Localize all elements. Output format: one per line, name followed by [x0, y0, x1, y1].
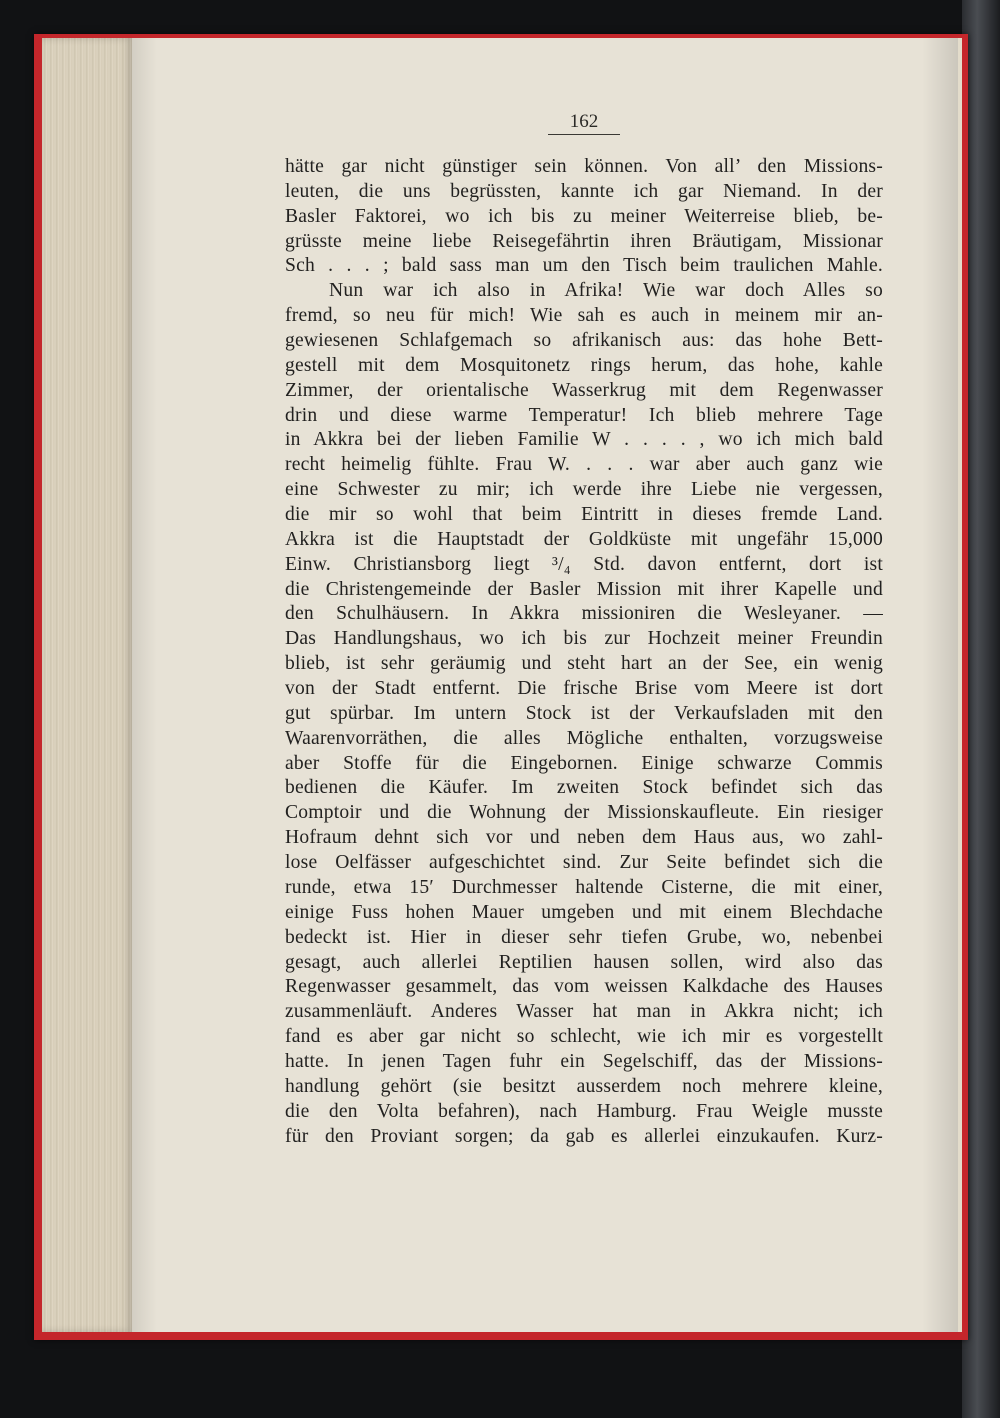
text-line: hätte gar nicht günstiger sein können. Von all’ den Missions-	[285, 156, 883, 177]
text-line: Regenwasser gesammelt, das vom weissen Kalkdache des Hauses	[285, 976, 883, 998]
text-line: gestell mit dem Mosquitonetz rings herum, das hohe, kahle	[285, 354, 883, 376]
text-line: leuten, die uns begrüssten, kannte ich gar Niemand. In der	[285, 180, 883, 202]
text-line: Einw. Christiansborg liegt ³/₄ Std. davon entfernt, dort ist	[285, 553, 883, 575]
text-line: Comptoir und die Wohnung der Missionskaufleute. Ein riesiger	[285, 802, 883, 824]
text-line: zusammenläuft. Anderes Wasser hat man in Akkra nicht; ich	[285, 1001, 883, 1023]
text-line: Sch . . . ; bald sass man um den Tisch beim traulichen Mahle.	[285, 255, 883, 277]
text-line: in Akkra bei der lieben Familie W . . . . , wo ich mich bald	[285, 429, 883, 451]
text-line: Zimmer, der orientalische Wasserkrug mit dem Regenwasser	[285, 379, 883, 401]
text-line: drin und diese warme Temperatur! Ich blieb mehrere Tage	[285, 404, 883, 426]
text-line: hatte. In jenen Tagen fuhr ein Segelschiff, das der Missions-	[285, 1050, 883, 1072]
text-line: recht heimelig fühlte. Frau W. . . . war aber auch ganz wie	[285, 454, 883, 476]
text-line: grüsste meine liebe Reisegefährtin ihren Bräutigam, Missionar	[285, 230, 883, 252]
text-line: Akkra ist die Hauptstadt der Goldküste mit ungefähr 15,000	[285, 528, 883, 550]
text-line: Hofraum dehnt sich vor und neben dem Haus aus, wo zahl-	[285, 827, 883, 849]
text-line: für den Proviant sorgen; da gab es allerlei einzukaufen. Kurz-	[285, 1125, 883, 1147]
text-line: die Christengemeinde der Basler Mission mit ihrer Kapelle und	[285, 578, 883, 600]
text-line: fand es aber gar nicht so schlecht, wie ich mir es vorgestellt	[285, 1026, 883, 1048]
page-edges	[42, 38, 132, 1332]
text-line: handlung gehört (sie besitzt ausserdem noch mehrere kleine,	[285, 1075, 883, 1097]
text-line: aber Stoffe für die Eingebornen. Einige schwarze Commis	[285, 752, 883, 774]
text-line: fremd, so neu für mich! Wie sah es auch in meinem mir an-	[285, 305, 883, 327]
body-text	[285, 155, 883, 1149]
text-line: Das Handlungshaus, wo ich bis zur Hochzeit meiner Freundin	[285, 628, 883, 650]
text-line: Waarenvorräthen, die alles Mögliche enthalten, vorzugsweise	[285, 727, 883, 749]
text-line: Nun war ich also in Afrika! Wie war doch Alles so	[329, 280, 883, 302]
text-line: blieb, ist sehr geräumig und steht hart an der See, ein wenig	[285, 653, 883, 675]
text-line: den Schulhäusern. In Akkra missioniren die Wesleyaner. —	[285, 603, 883, 625]
text-line: bedienen die Käufer. Im zweiten Stock befindet sich das	[285, 777, 883, 799]
text-line: eine Schwester zu mir; ich werde ihre Liebe nie vergessen,	[285, 479, 883, 501]
page-number: 162	[548, 112, 620, 135]
text-line: Basler Faktorei, wo ich bis zu meiner Weiterreise blieb, be-	[285, 205, 883, 227]
text-line: gewiesenen Schlafgemach so afrikanisch aus: das hohe Bett-	[285, 330, 883, 352]
text-line: die mir so wohl that beim Eintritt in dieses fremde Land.	[285, 504, 883, 526]
text-line: einige Fuss hohen Mauer umgeben und mit einem Blechdache	[285, 901, 883, 923]
text-line: lose Oelfässer aufgeschichtet sind. Zur Seite befindet sich die	[285, 852, 883, 874]
text-line: gesagt, auch allerlei Reptilien hausen sollen, wird also das	[285, 951, 883, 973]
text-line: die den Volta befahren), nach Hamburg. Frau Weigle musste	[285, 1100, 883, 1122]
text-line: bedeckt ist. Hier in dieser sehr tiefen Grube, wo, nebenbei	[285, 926, 883, 948]
text-line: gut spürbar. Im untern Stock ist der Verkaufsladen mit den	[285, 702, 883, 724]
text-line: runde, etwa 15′ Durchmesser haltende Cisterne, die mit einer,	[285, 876, 883, 898]
text-line: von der Stadt entfernt. Die frische Brise vom Meere ist dort	[285, 678, 883, 700]
